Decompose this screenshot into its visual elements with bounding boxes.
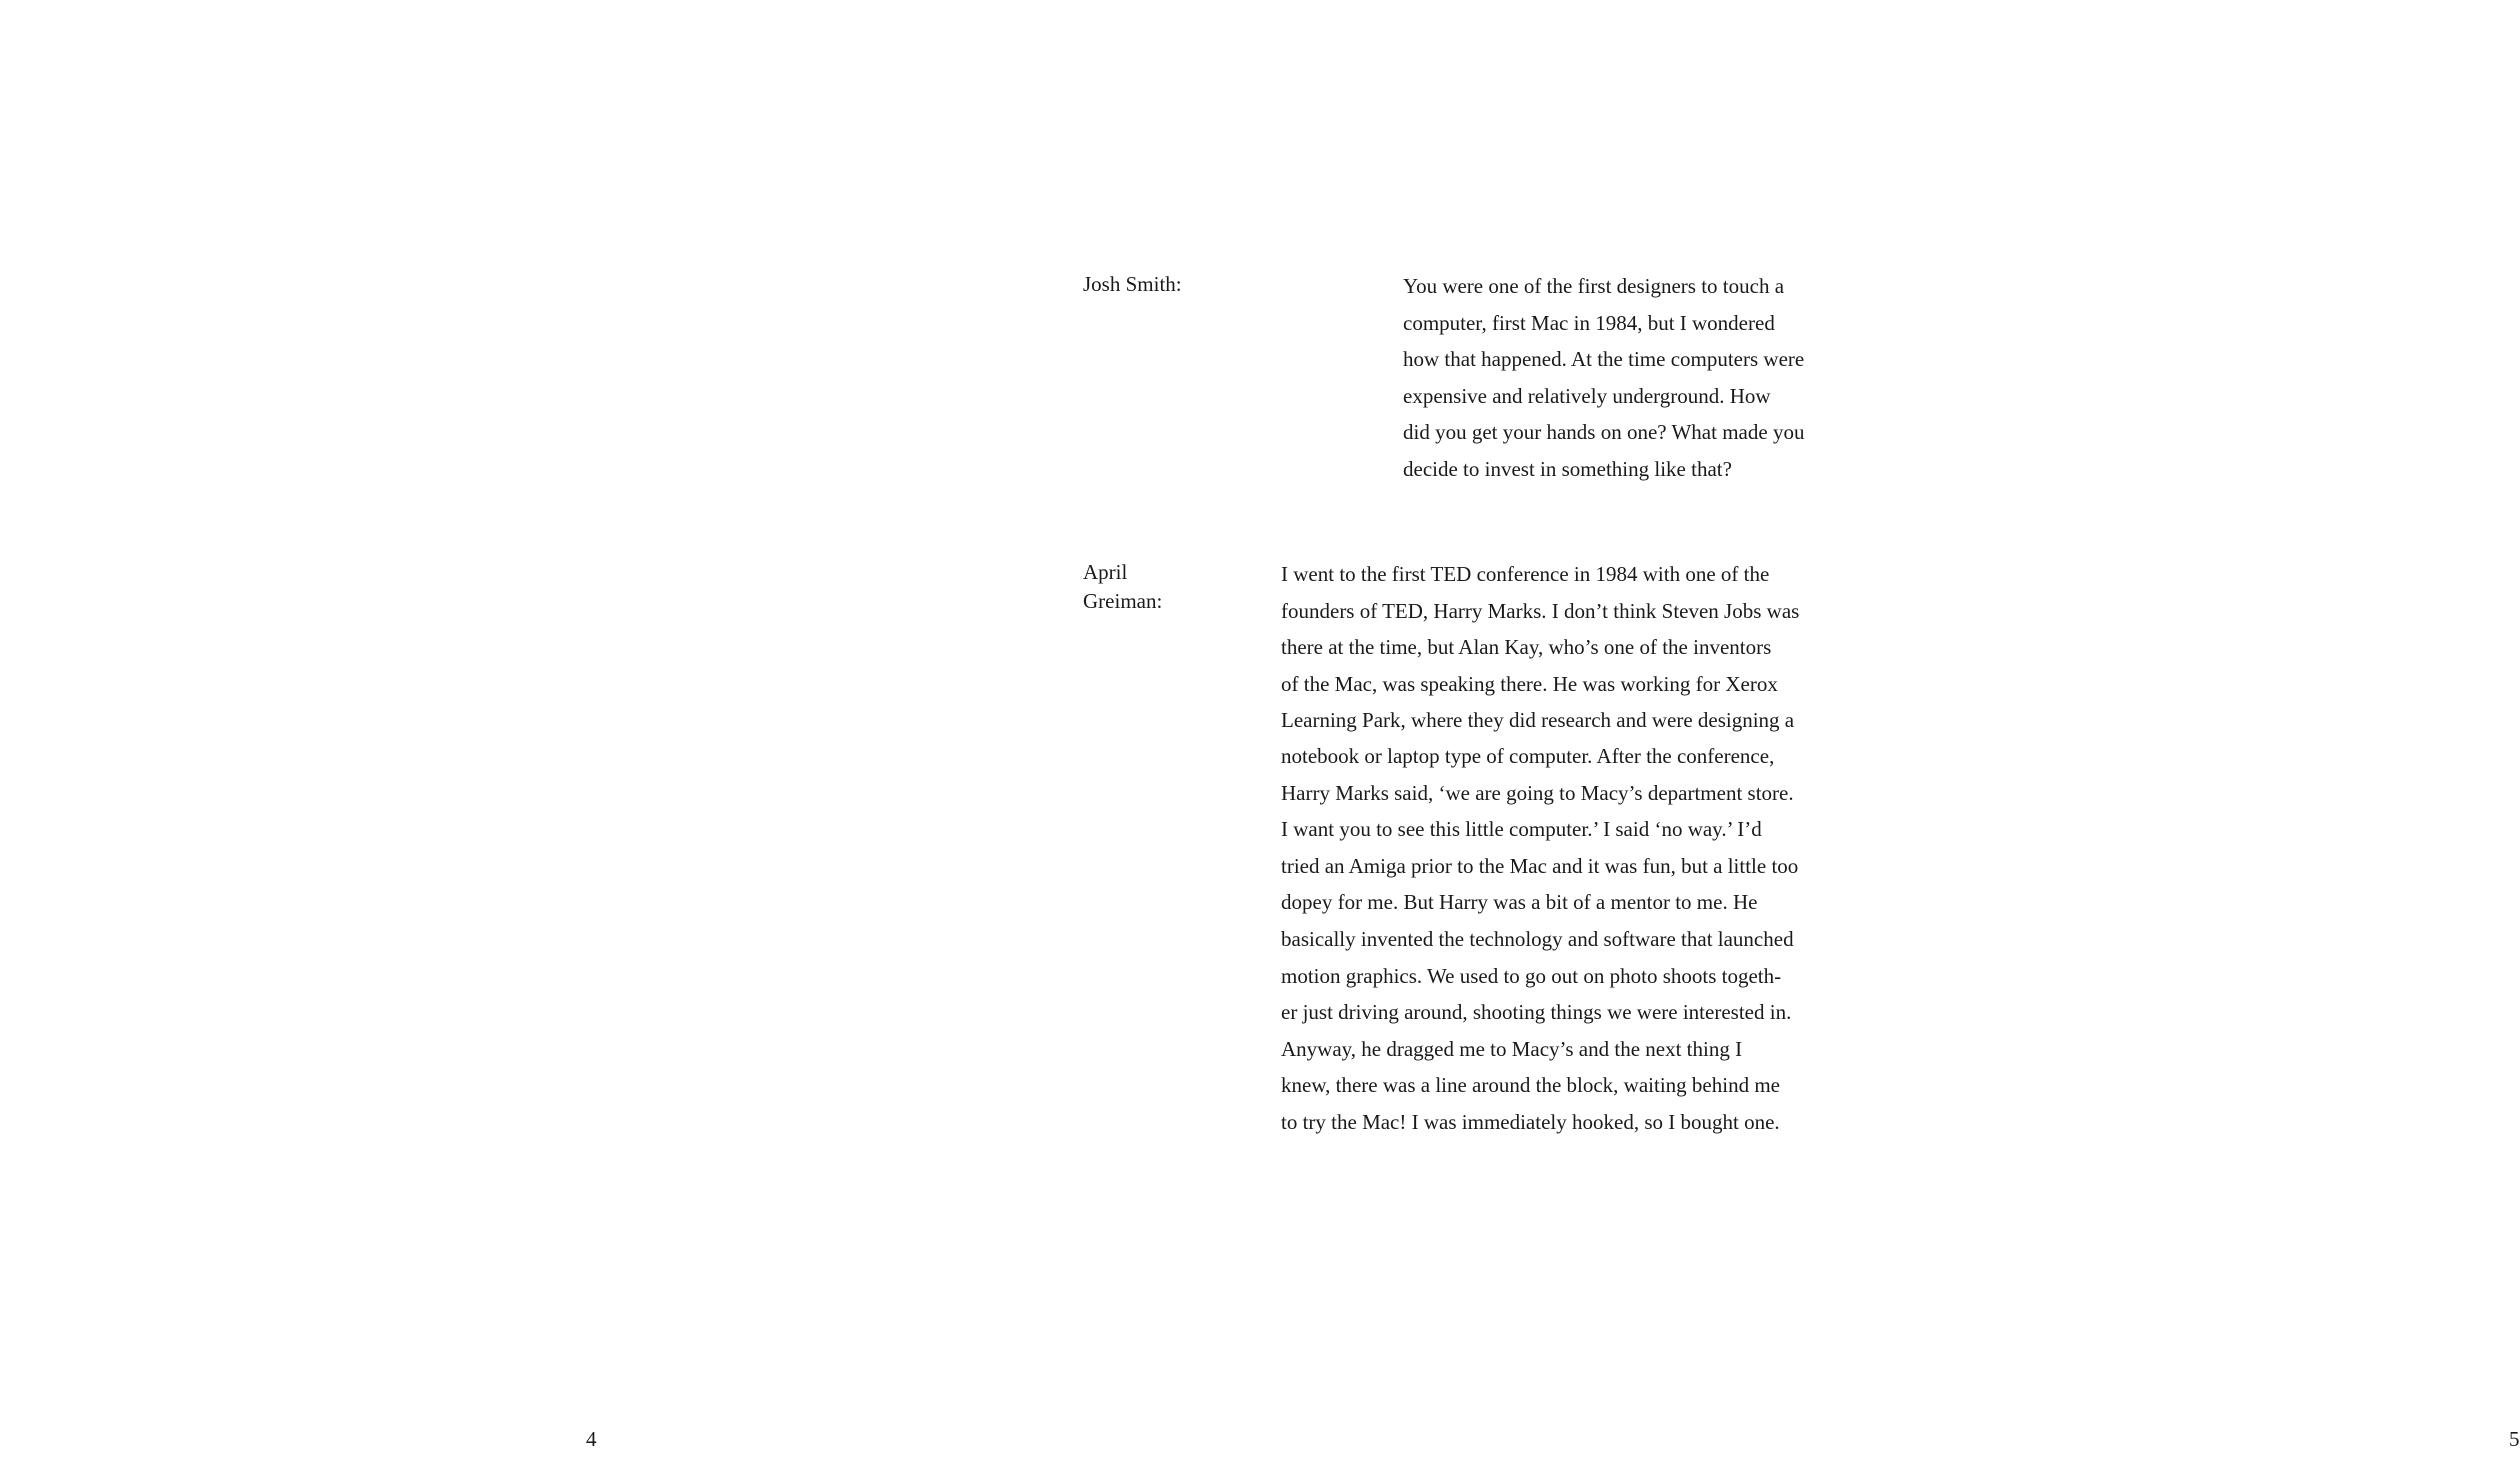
left-page <box>0 0 960 1483</box>
answer-line: founders of TED, Harry Marks. I don’t think Steven Jobs was <box>1281 598 1800 623</box>
answer-line: motion graphics. We used to go out on photo shoots togeth- <box>1281 963 1782 988</box>
question-line: did you get your hands on one? What made you <box>1403 420 1805 445</box>
answer-line: Harry Marks said, ‘we are going to Macy’s department store. <box>1281 780 1794 805</box>
answer-line: Anyway, he dragged me to Macy’s and the next thing I <box>1281 1036 1743 1061</box>
question-text <box>1403 268 1804 488</box>
answer-line: there at the time, but Alan Kay, who’s one of the inventors <box>1281 635 1772 660</box>
answer-line: I went to the first TED conference in 1984 with one of the <box>1281 562 1770 586</box>
answer-line: dopey for me. But Harry was a bit of a mentor to me. He <box>1281 890 1758 915</box>
answer-line: Learning Park, where they did research and were designing a <box>1281 708 1795 733</box>
speaker-name-line: Greiman: <box>1083 589 1163 613</box>
answer-line: to try the Mac! I was immediately hooked, so I bought one. <box>1281 1109 1780 1134</box>
page-number-right: 5 <box>2509 1427 2520 1451</box>
question-line: computer, first Mac in 1984, but I wondered <box>1403 310 1775 335</box>
right-page <box>960 0 2520 1483</box>
answer-text <box>1281 556 1799 1141</box>
answer-line: knew, there was a line around the block, waiting behind me <box>1281 1073 1780 1098</box>
speaker-name-line: April <box>1083 560 1128 584</box>
answer-line: I want you to see this little computer.’ I said ‘no way.’ I’d <box>1281 817 1762 842</box>
question-line: You were one of the first designers to touch a <box>1403 274 1785 298</box>
answer-line: of the Mac, was speaking there. He was working for Xerox <box>1281 671 1778 696</box>
speaker-josh-smith: Josh Smith: <box>1083 272 1182 296</box>
answer-line: tried an Amiga prior to the Mac and it was fun, but a little too <box>1281 853 1799 878</box>
answer-line: er just driving around, shooting things we were interested in. <box>1281 1000 1792 1025</box>
question-line: how that happened. At the time computers were <box>1403 347 1805 372</box>
answer-line: notebook or laptop type of computer. After the conference, <box>1281 743 1775 768</box>
question-line: decide to invest in something like that? <box>1403 456 1732 481</box>
speaker-april-greiman <box>1083 558 1203 616</box>
question-line: expensive and relatively underground. How <box>1403 383 1771 408</box>
page-number-left: 4 <box>586 1427 597 1451</box>
answer-line: basically invented the technology and software that launched <box>1281 926 1794 951</box>
